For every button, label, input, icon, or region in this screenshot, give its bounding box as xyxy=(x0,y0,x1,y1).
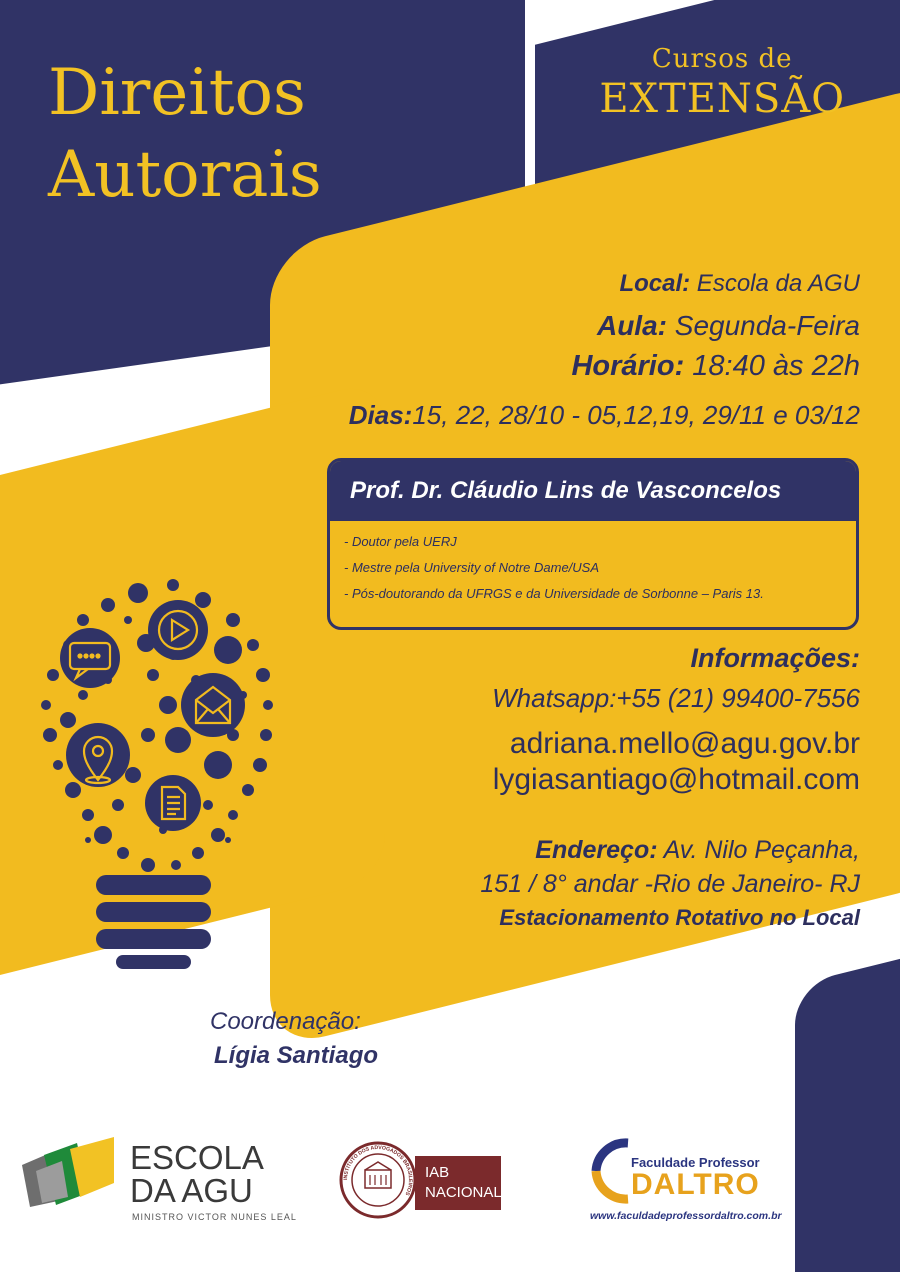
horario-line xyxy=(571,350,860,383)
course-type-small: Cursos de xyxy=(651,44,793,74)
aula-line xyxy=(597,310,860,342)
address-line-2: 151 / 8° andar -Rio de Janeiro- RJ xyxy=(480,870,860,898)
course-type xyxy=(599,44,845,122)
aula-label: Aula: xyxy=(596,310,667,341)
course-title xyxy=(48,52,322,216)
daltro-c-icon xyxy=(588,1135,636,1207)
svg-text:INSTITUTO DOS ADVOGADOS BRASIL: INSTITUTO DOS ADVOGADOS BRASILEIROS xyxy=(342,1144,414,1197)
professor-credentials xyxy=(330,521,856,607)
local-line xyxy=(619,270,860,298)
email-link-1[interactable]: adriana.mello@agu.gov.br xyxy=(509,727,860,760)
coordination-label: Coordenação: xyxy=(210,1008,361,1035)
agu-name: ESCOLA DA AGU xyxy=(130,1139,264,1209)
address-label: Endereço: xyxy=(535,836,658,864)
aula-value: Segunda-Feira xyxy=(666,310,860,341)
daltro-url-link[interactable]: www.faculdadeprofessordaltro.com.br xyxy=(590,1210,782,1222)
credential-item: - Pós-doutorando da UFRGS e da Universidade de Sorbonne – Paris 13. xyxy=(344,586,764,601)
professor-box xyxy=(327,458,859,630)
agu-subtitle: MINISTRO VICTOR NUNES LEAL xyxy=(132,1212,297,1222)
lightbulb-icon xyxy=(28,575,283,975)
horario-value: 18:40 às 22h xyxy=(684,350,860,382)
daltro-line2: DALTRO xyxy=(631,1168,760,1201)
horario-label: Horário: xyxy=(571,350,685,382)
email-link-2[interactable]: lygiasantiago@hotmail.com xyxy=(492,763,860,796)
course-type-big: EXTENSÃO xyxy=(599,76,845,122)
parking-line: Estacionamento Rotativo no Local xyxy=(499,905,860,930)
daltro-logo xyxy=(588,1135,760,1212)
book-icon xyxy=(22,1135,122,1215)
iab-seal-icon xyxy=(338,1140,418,1220)
professor-name: Prof. Dr. Cláudio Lins de Vasconcelos xyxy=(330,461,856,521)
dias-line xyxy=(349,400,860,431)
address-line-1 xyxy=(535,836,860,865)
coordination xyxy=(210,1005,378,1073)
bottom-right-navy-panel xyxy=(795,945,900,1272)
daltro-line1: Faculdade Professor xyxy=(631,1155,760,1170)
local-label: Local: xyxy=(619,270,691,297)
address-street: Av. Nilo Peçanha, xyxy=(657,836,860,864)
title-line-1: Direitos xyxy=(48,56,306,130)
title-line-2: Autorais xyxy=(48,138,322,212)
coordinator-name: Lígia Santiago xyxy=(214,1042,379,1069)
whatsapp-line: Whatsapp:+55 (21) 99400-7556 xyxy=(492,683,860,713)
credential-item: - Mestre pela University of Notre Dame/USA xyxy=(344,560,600,575)
local-value: Escola da AGU xyxy=(690,270,860,297)
dias-label: Dias: xyxy=(348,400,413,430)
dias-value: 15, 22, 28/10 - 05,12,19, 29/11 e 03/12 xyxy=(412,400,860,430)
escola-agu-logo xyxy=(22,1135,297,1222)
contact-heading: Informações: xyxy=(690,643,860,673)
iab-nacional-label: IAB NACIONAL xyxy=(415,1156,501,1210)
credential-item: - Doutor pela UERJ xyxy=(344,534,457,549)
